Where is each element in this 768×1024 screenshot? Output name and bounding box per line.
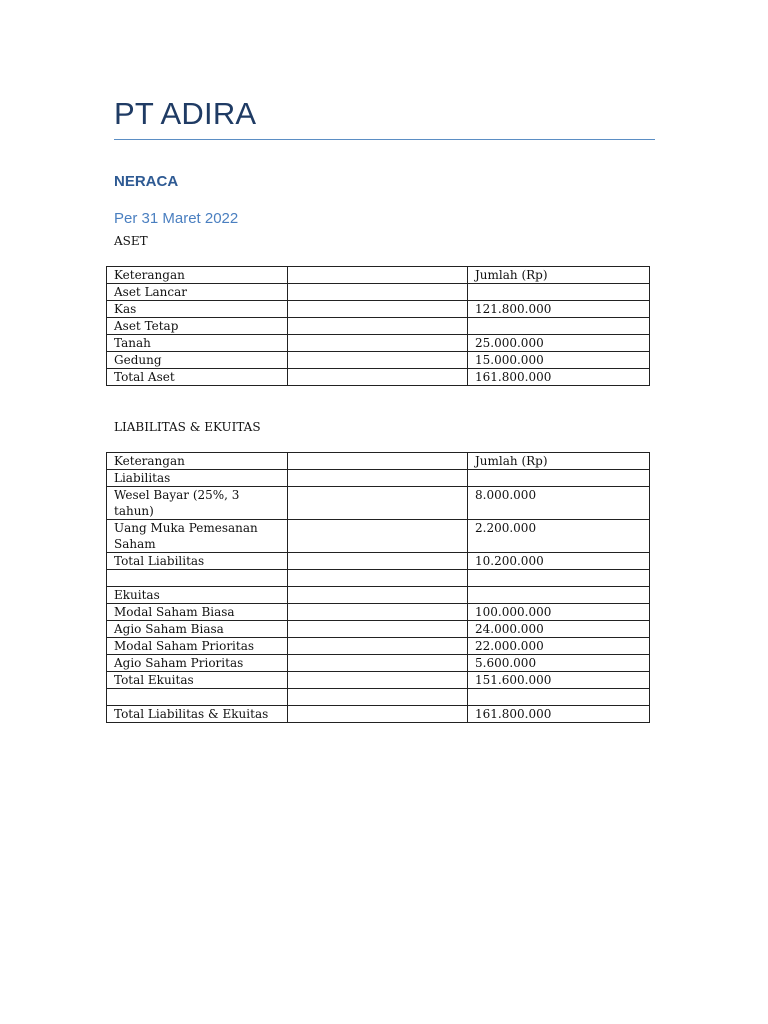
cell-empty <box>288 352 468 369</box>
cell-empty <box>288 604 468 621</box>
table-row <box>107 318 650 335</box>
cell-description: Kas <box>107 301 288 318</box>
table-row <box>107 553 650 570</box>
cell-empty <box>288 553 468 570</box>
cell-description: Modal Saham Biasa <box>107 604 288 621</box>
cell-empty <box>288 655 468 672</box>
cell-amount: Jumlah (Rp) <box>468 267 650 284</box>
cell-empty <box>288 587 468 604</box>
cell-description: Tanah <box>107 335 288 352</box>
title-divider <box>114 139 655 140</box>
cell-description: Agio Saham Prioritas <box>107 655 288 672</box>
table-row <box>107 487 650 520</box>
table-row <box>107 352 650 369</box>
cell-amount <box>468 587 650 604</box>
cell-amount: 161.800.000 <box>468 369 650 386</box>
cell-description: Total Aset <box>107 369 288 386</box>
cell-empty <box>288 301 468 318</box>
cell-description: Total Ekuitas <box>107 672 288 689</box>
cell-amount: 10.200.000 <box>468 553 650 570</box>
cell-empty <box>288 369 468 386</box>
table-row <box>107 638 650 655</box>
cell-description: Gedung <box>107 352 288 369</box>
cell-amount <box>468 689 650 706</box>
cell-description: Wesel Bayar (25%, 3 tahun) <box>107 487 288 520</box>
table-row <box>107 267 650 284</box>
cell-description: Uang Muka Pemesanan Saham <box>107 520 288 553</box>
cell-amount: 24.000.000 <box>468 621 650 638</box>
cell-amount: 100.000.000 <box>468 604 650 621</box>
cell-empty <box>288 520 468 553</box>
liabilitas-ekuitas-table <box>106 452 650 723</box>
cell-amount: 15.000.000 <box>468 352 650 369</box>
cell-description: Modal Saham Prioritas <box>107 638 288 655</box>
cell-description <box>107 570 288 587</box>
cell-description: Aset Lancar <box>107 284 288 301</box>
cell-amount: 161.800.000 <box>468 706 650 723</box>
cell-description: Total Liabilitas & Ekuitas <box>107 706 288 723</box>
cell-empty <box>288 284 468 301</box>
cell-description: Keterangan <box>107 453 288 470</box>
cell-amount: 2.200.000 <box>468 520 650 553</box>
cell-description: Agio Saham Biasa <box>107 621 288 638</box>
cell-empty <box>288 335 468 352</box>
cell-empty <box>288 470 468 487</box>
document-title: PT ADIRA <box>114 96 257 131</box>
cell-description: Ekuitas <box>107 587 288 604</box>
table-row <box>107 284 650 301</box>
cell-empty <box>288 706 468 723</box>
table-row <box>107 621 650 638</box>
table-row <box>107 335 650 352</box>
cell-empty <box>288 453 468 470</box>
table-row-total <box>107 672 650 689</box>
section-heading: NERACA <box>114 173 179 190</box>
table-row <box>107 470 650 487</box>
cell-amount <box>468 284 650 301</box>
cell-amount: 25.000.000 <box>468 335 650 352</box>
table-row <box>107 587 650 604</box>
cell-amount <box>468 570 650 587</box>
cell-description: Aset Tetap <box>107 318 288 335</box>
cell-description <box>107 689 288 706</box>
cell-amount: Jumlah (Rp) <box>468 453 650 470</box>
cell-empty <box>288 621 468 638</box>
table-row-spacer <box>107 570 650 587</box>
cell-amount: 22.000.000 <box>468 638 650 655</box>
cell-amount: 121.800.000 <box>468 301 650 318</box>
table-row <box>107 520 650 553</box>
cell-amount: 5.600.000 <box>468 655 650 672</box>
liabilitas-ekuitas-label: LIABILITAS & EKUITAS <box>114 420 261 434</box>
cell-empty <box>288 318 468 335</box>
cell-amount: 151.600.000 <box>468 672 650 689</box>
aset-table <box>106 266 650 386</box>
cell-empty <box>288 487 468 520</box>
table-row-spacer <box>107 689 650 706</box>
aset-label: ASET <box>114 234 148 248</box>
cell-empty <box>288 570 468 587</box>
table-row <box>107 453 650 470</box>
table-row <box>107 301 650 318</box>
cell-description: Keterangan <box>107 267 288 284</box>
cell-description: Total Liabilitas <box>107 553 288 570</box>
cell-amount <box>468 470 650 487</box>
cell-empty <box>288 267 468 284</box>
cell-empty <box>288 689 468 706</box>
cell-description: Liabilitas <box>107 470 288 487</box>
table-row <box>107 604 650 621</box>
cell-amount: 8.000.000 <box>468 487 650 520</box>
table-row-total <box>107 369 650 386</box>
cell-empty <box>288 672 468 689</box>
table-row <box>107 655 650 672</box>
date-subheading: Per 31 Maret 2022 <box>114 210 239 227</box>
cell-empty <box>288 638 468 655</box>
cell-amount <box>468 318 650 335</box>
table-row-grand-total <box>107 706 650 723</box>
